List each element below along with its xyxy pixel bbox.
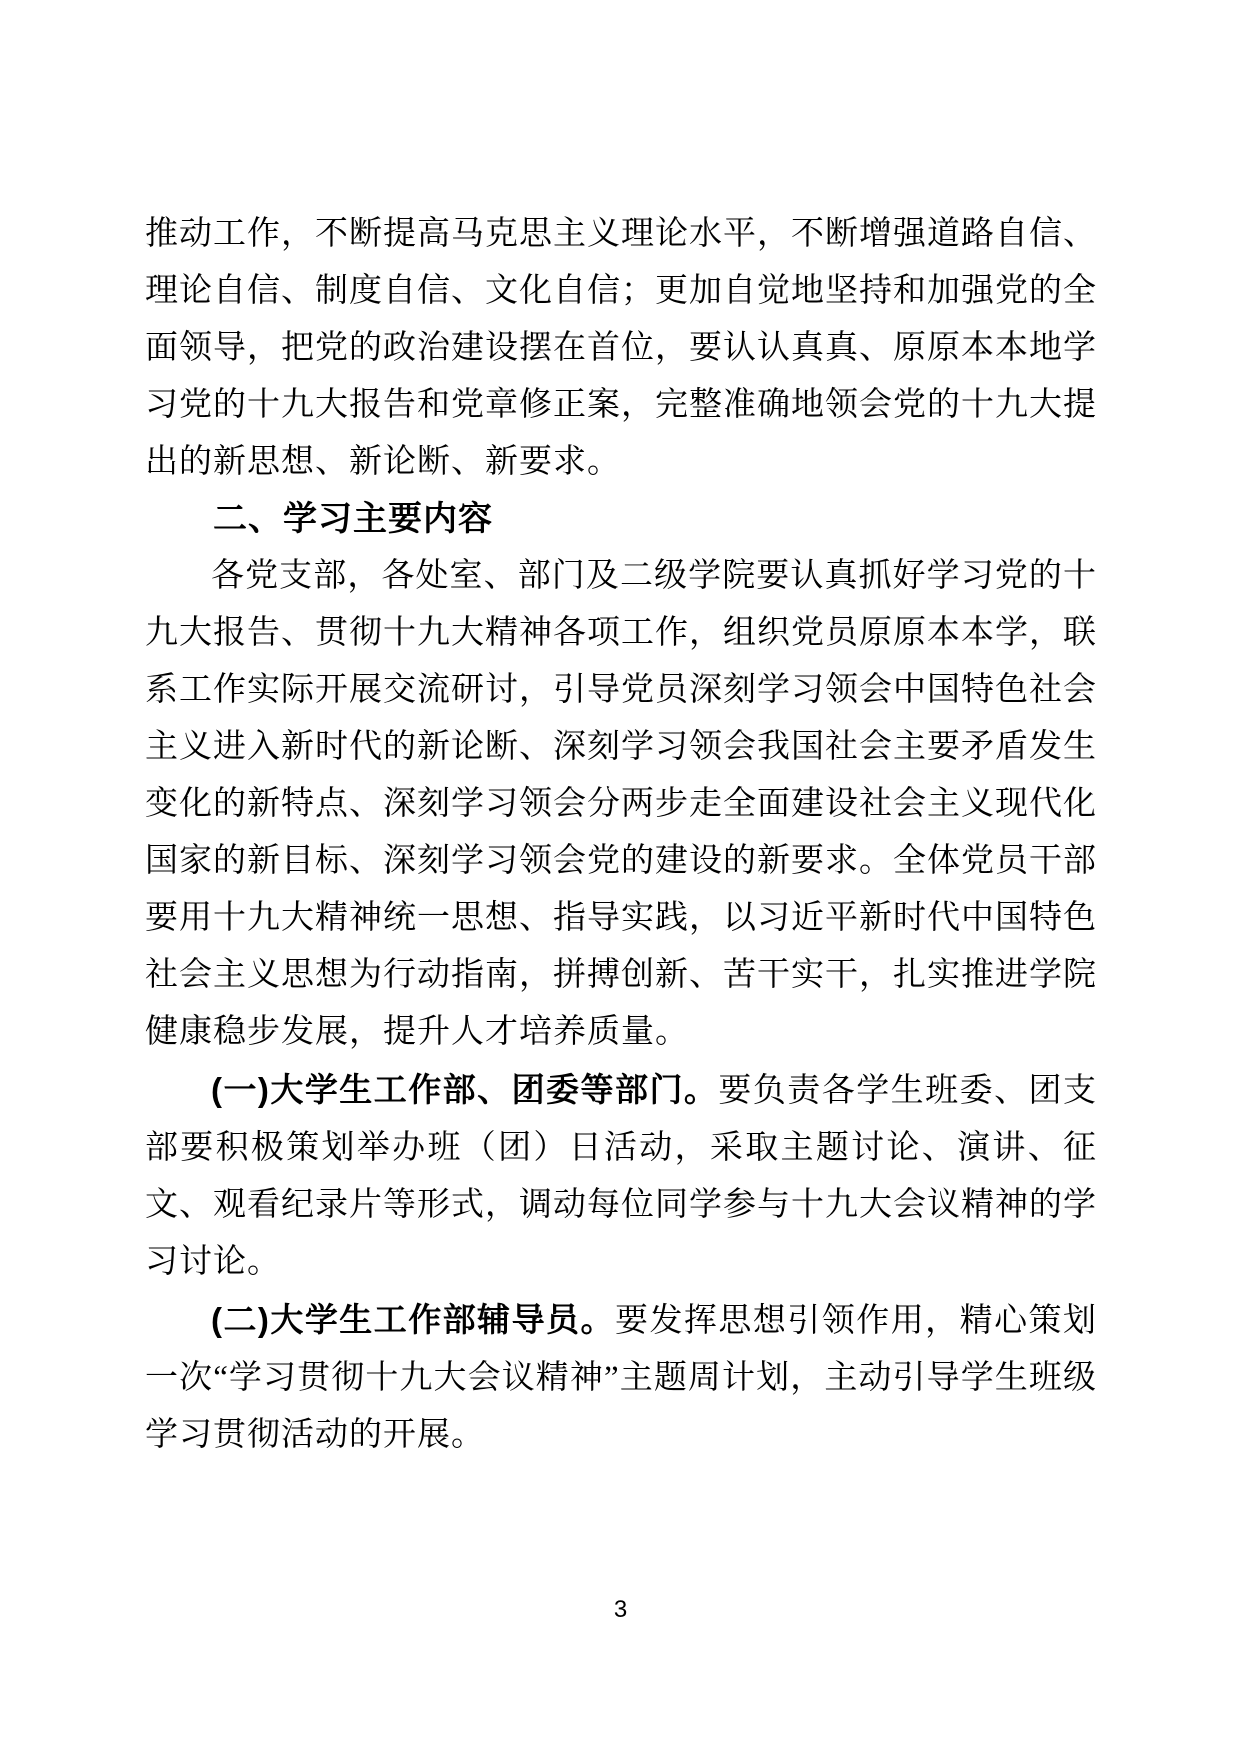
- section-heading: 二、学习主要内容: [213, 500, 493, 538]
- paragraph-item-1: [145, 1061, 1097, 1291]
- paragraph-intro: [145, 548, 1097, 1061]
- page-footer: [0, 1596, 1241, 1624]
- document-body: [145, 206, 1097, 1464]
- paragraph-item-2: [145, 1291, 1097, 1464]
- item-1-text: 要负责各学生班委、团支部要积极策划举办班（团）日活动，采取主题讨论、演讲、征文、观看纪录片等形式，调动每位同学参与十九大会议精神的学习讨论。: [145, 1073, 1097, 1280]
- item-1-lead: (一)大学生工作部、团委等部门。: [211, 1071, 719, 1108]
- item-2-lead: (二)大学生工作部辅导员。: [211, 1301, 615, 1338]
- page-number: 3: [613, 1596, 628, 1623]
- paragraph-continuation: [145, 206, 1097, 491]
- paragraph-text: 各党支部，各处室、部门及二级学院要认真抓好学习党的十九大报告、贯彻十九大精神各项工作，组织党员原原本本学，联系工作实际开展交流研讨，引导党员深刻学习领会中国特色社会主义进入新时代的新论断、深刻学习领会我国社会主要矛盾发生变化的新特点、深刻学习领会分两步走全面建设社会主义现代化国家的新目标、深刻学习领会党的建设的新要求。全体党员干部要用十九大精神统一思想、指导实践，以习近平新时代中国特色社会主义思想为行动指南，拼搏创新、苦干实干，扎实推进学院健康稳步发展，提升人才培养质量。: [145, 558, 1097, 1050]
- paragraph-text: 推动工作，不断提高马克思主义理论水平，不断增强道路自信、理论自信、制度自信、文化自信；更加自觉地坚持和加强党的全面领导，把党的政治建设摆在首位，要认认真真、原原本本地学习党的十九大报告和党章修正案，完整准确地领会党的十九大提出的新思想、新论断、新要求。: [145, 216, 1097, 480]
- item-2-text: 要发挥思想引领作用，精心策划一次“学习贯彻十九大会议精神”主题周计划，主动引导学生班级学习贯彻活动的开展。: [145, 1303, 1098, 1453]
